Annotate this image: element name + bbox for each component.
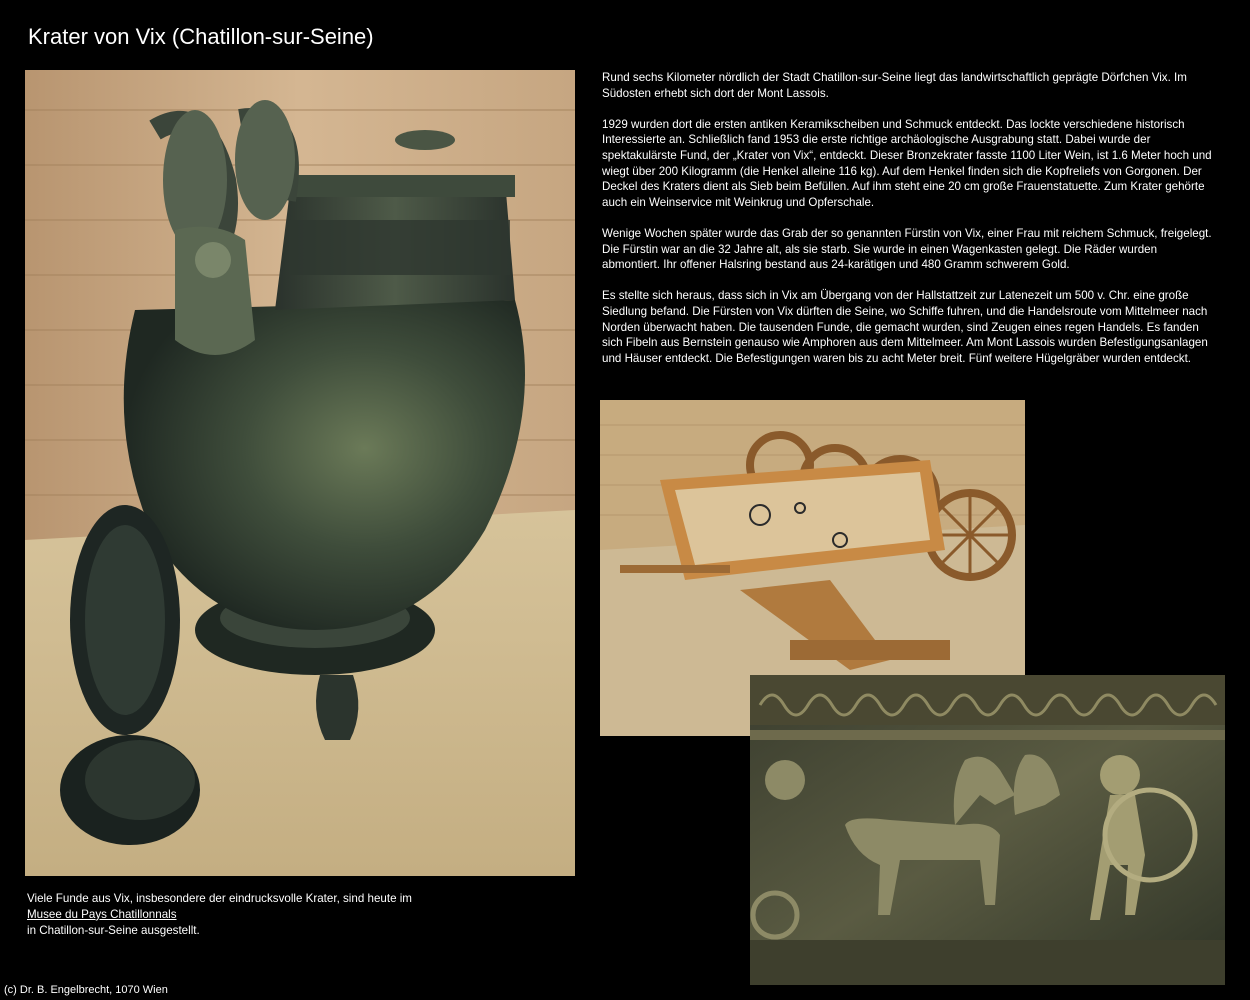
article-paragraph-settlement: Es stellte sich heraus, dass sich in Vix am Übergang von der Hallstattzeit zur Latenezeit um 500 v. Chr. eine große Siedlung befand. Die Fürsten von Vix dürften die Seine, wo Schiffe fuhren, und die Handelsroute vom Mittelmeer nach Norden überwacht haben. Die tausenden Funde, die gemacht wurden, sind Zeugen eines regen Handels. Es fanden sich Fibeln aus Bernstein genauso wie Amphoren aus dem Mittelmeer. Am Mont Lassois wurden Befestigungsanlagen und Häuser entdeckt. Die Befestigungen waren bis zu acht Meter breit. Fünf weitere Hügelgräber wurden entdeckt. xyxy=(602,289,1208,365)
krater-photo xyxy=(25,70,575,876)
article-paragraph-princess: Wenige Wochen später wurde das Grab der so genannten Fürstin von Vix, einer Frau mit reichem Schmuck, freigelegt. Die Fürstin war an die 32 Jahre alt, als sie starb. Sie wurde in einen Wagenkasten gelegt. Die Räder wurden abmontiert. Ihr offener Halsring bestand aus 24-karätigen und 480 Gramm schwerem Gold. xyxy=(602,226,1212,272)
article-paragraph-discovery: 1929 wurden dort die ersten antiken Keramikscheiben und Schmuck entdeckt. Das lockte verschiedene historisch Interessierte an. Schließlich fand 1953 die erste richtige archäologische Ausgrabung statt. Dabei wurde der spektakulärste Fund, der „Krater von Vix“, entdeckt. Dieser Bronzekrater fasste 1100 Liter Wein, ist 1.6 Meter hoch und wiegt über 200 Kilogramm (die Henkel alleine 116 kg). Auf dem Henkel finden sich die Kopfreliefs von Gorgonen. Der Deckel des Kraters dient als Sieb beim Befüllen. Auf ihm steht eine 20 cm große Frauenstatuette. Zum Krater gehörte auch ein Weinservice mit Weinkrug und Opferschale. xyxy=(602,117,1212,209)
museum-link[interactable]: Musee du Pays Chatillonnals xyxy=(27,907,177,921)
article-paragraph-intro: Rund sechs Kilometer nördlich der Stadt Chatillon-sur-Seine liegt das landwirtschaftlich geprägte Dörfchen Vix. Im Südosten erhebt sich dort der Mont Lassois. xyxy=(602,71,1187,100)
caption-line-1: Viele Funde aus Vix, insbesondere der eindrucksvolle Krater, sind heute im xyxy=(27,892,412,905)
caption-line-3: in Chatillon-sur-Seine ausgestellt. xyxy=(27,923,200,937)
article-text xyxy=(602,70,1217,382)
photo-caption xyxy=(27,891,467,938)
copyright-footer: (c) Dr. B. Engelbrecht, 1070 Wien xyxy=(4,984,168,996)
page-title: Krater von Vix (Chatillon-sur-Seine) xyxy=(28,24,374,49)
frieze-photo xyxy=(750,675,1225,985)
